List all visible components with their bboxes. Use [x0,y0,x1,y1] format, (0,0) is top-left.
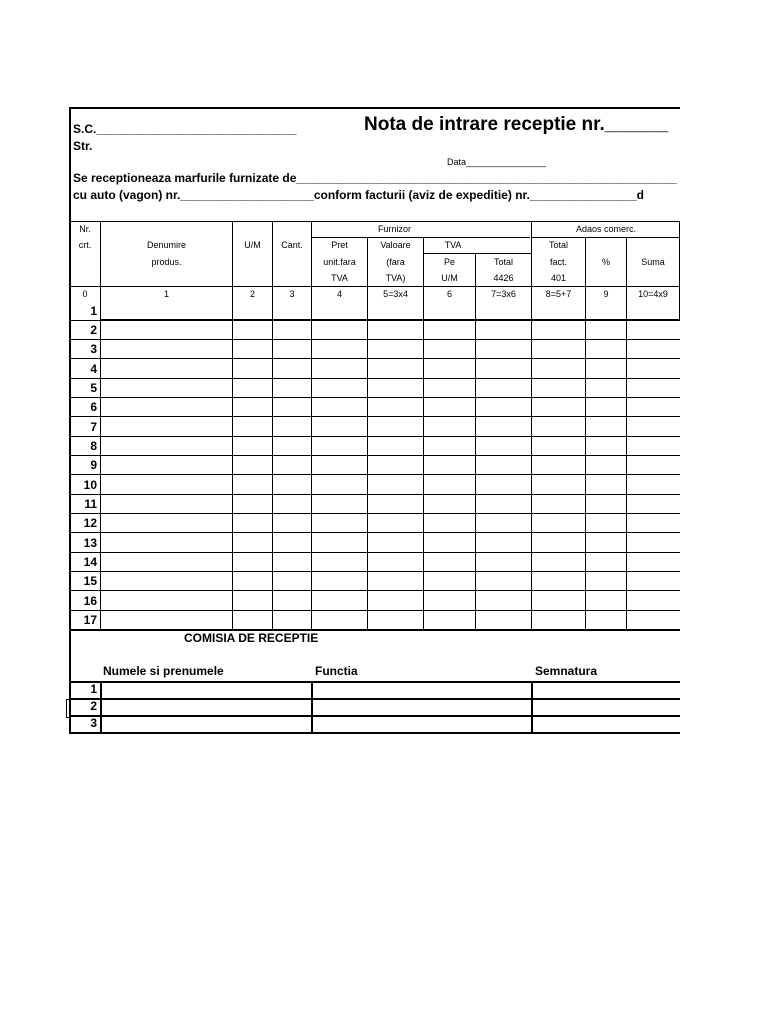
index-cell: 6 [446,289,452,299]
commission-col-function: Functia [315,664,358,678]
company-field-label: S.C.______________________________ [73,122,297,136]
commission-col-line-function [531,681,533,734]
commission-title: COMISIA DE RECEPTIE [184,631,319,645]
col-line-denumire [232,221,233,630]
commission-col-line-name [311,681,313,734]
col-header-total-1: Total [493,257,513,267]
subheader-line-a [312,237,530,238]
table-row-line [69,590,680,591]
col-header-valoare-3: TVA) [385,273,406,283]
col-header-pret-1: Pret [331,240,348,250]
supplier-line: Se receptioneaza marfurile furnizate de_________________________________________________________ [73,171,677,185]
table-row-line [69,416,680,417]
col-header-totalfact-2: fact. [549,257,567,267]
adaos-group-header: Adaos comerc. [575,224,637,234]
row-number: 14 [83,555,97,569]
table-row-line [69,358,680,359]
commission-row-number: 2 [90,699,97,713]
index-cell: 8=5+7 [545,289,572,299]
index-cell: 10=4x9 [638,289,668,299]
table-row-line [69,397,680,398]
furnizor-group-header: Furnizor [377,224,411,234]
col-header-denumire-2: produs. [151,257,182,267]
index-cell: 0 [82,289,88,299]
table-row-line [69,571,680,572]
index-cell: 4 [336,289,342,299]
row-number: 5 [90,381,97,395]
table-row-line [69,339,680,340]
row-number: 15 [83,574,97,588]
table-top-line [69,221,680,222]
commission-row-number: 3 [90,716,97,730]
row-number: 9 [90,458,97,472]
tva-subheader-line [423,253,532,254]
row-number: 1 [90,304,97,318]
col-header-totalfact-1: Total [548,240,568,250]
col-header-cant: Cant. [281,240,303,250]
index-cell: 3 [289,289,295,299]
table-row-line [69,436,680,437]
table-row-line [69,513,680,514]
commission-col-name: Numele si prenumele [103,664,224,678]
col-header-pret-2: unit.fara [323,257,356,267]
header-bottom-line [69,286,680,287]
row-number: 10 [83,478,97,492]
row-number: 16 [83,594,97,608]
table-row-line [69,610,680,611]
col-header-valoare-1: Valoare [380,240,411,250]
commission-row-line [69,698,680,700]
commission-row-number: 1 [90,682,97,696]
table-row-line [69,552,680,553]
tva-group-header: TVA [444,240,462,250]
col-header-pe-1: Pe [443,257,455,267]
col-header-um: U/M [244,240,261,250]
col-header-totalfact-3: 401 [550,273,567,283]
col-header-denumire-1: Denumire [146,240,186,250]
col-header-suma: Suma [641,257,665,267]
col-line-nr [100,221,101,630]
table-row-line [69,455,680,456]
row-number: 4 [90,362,97,376]
col-header-total-2: 4426 [493,273,514,283]
table-row-line [69,474,680,475]
col-header-pret-3: TVA [331,273,348,283]
col-line-right [679,221,680,320]
commission-row-line [69,715,680,717]
index-cell: 9 [603,289,609,299]
col-header-nr-1: Nr. [79,224,91,234]
col-line-pe [475,253,476,630]
row-number: 11 [84,497,97,511]
row-number: 7 [90,420,97,434]
index-cell: 5=3x4 [383,289,408,299]
table-row-line [69,320,680,321]
street-field-label: Str. [73,139,93,153]
commission-col-signature: Semnatura [535,664,598,678]
commission-col-line-nr [100,681,102,734]
row-number: 13 [83,536,97,550]
index-cell: 1 [163,289,169,299]
transport-line: cu auto (vagon) nr.____________________conform facturii (aviz de expeditie) nr.________________d [73,188,644,202]
table-row-line [69,532,680,533]
col-line-um [272,221,273,630]
row-number: 6 [90,400,97,414]
table-row-line [69,378,680,379]
col-header-valoare-2: (fara [386,257,405,267]
col-header-pe-2: U/M [441,273,458,283]
row-number: 3 [90,342,97,356]
row-number: 2 [90,323,97,337]
row-number: 8 [90,439,97,453]
index-cell: 2 [249,289,255,299]
page-title: Nota de intrare receptie nr.______ [364,114,669,135]
table-row-line [69,494,680,495]
frame-top-line [69,107,680,109]
index-cell: 7=3x6 [491,289,516,299]
col-header-procent: % [601,257,610,267]
commission-top-line [69,681,680,683]
table-bottom-line [69,629,680,631]
col-header-nr-2: crt. [78,240,92,250]
row-number: 17 [83,613,97,627]
date-field-label: Data________________ [447,157,547,167]
row-number: 12 [83,516,97,530]
commission-bottom-line [69,732,680,734]
subheader-line-b [532,237,680,238]
